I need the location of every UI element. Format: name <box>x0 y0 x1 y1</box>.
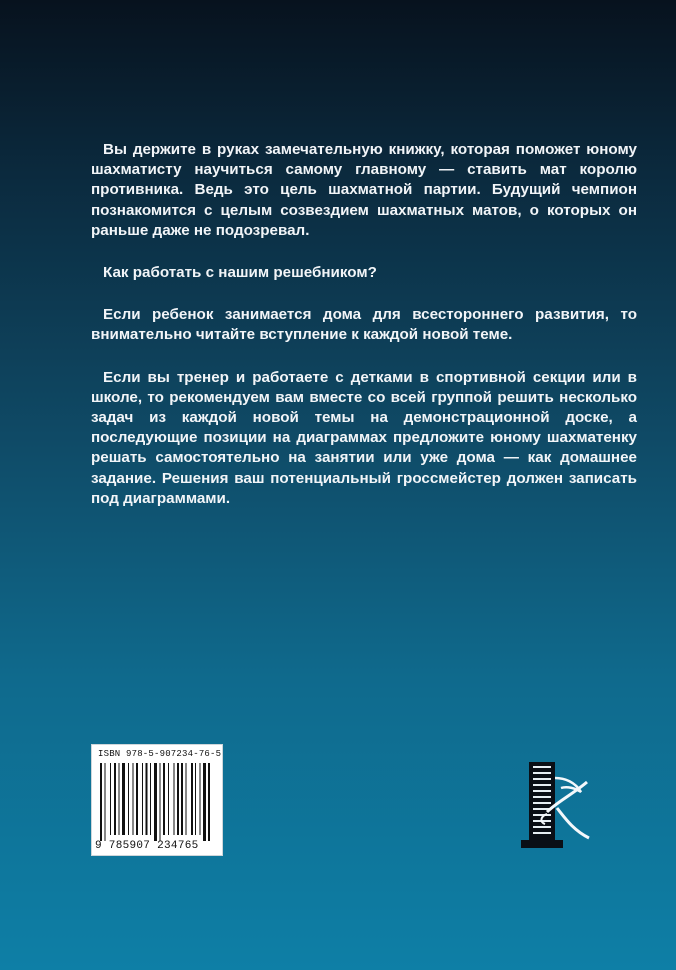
publisher-logo-k-icon <box>517 752 597 852</box>
back-cover-text <box>91 140 637 531</box>
intro-paragraph: Вы держите в руках замечательную книжку, которая поможет юному шахматисту научиться самому главному — ставить мат королю противника. Ведь это цель шахматной партии. Будущий чемпион познакомится с целым созвездием шахматных матов, о которых он раньше даже не подозревал. <box>91 141 637 239</box>
isbn-label: ISBN 978-5-907234-76-5 <box>98 749 222 759</box>
coach-paragraph: Если вы тренер и работаете с детками в спортивной секции или в школе, то рекомендуем вам вместе со всей группой решить несколько задач из каждой новой темы на демонстрационной доске, а последующие позиции на диаграммах предложите юному шахматенку решать самостоятельно на занятии или уже дома — как домашнее задание. Решения ваш потенциальный гроссмейстер должен записать под диаграммами. <box>91 368 637 507</box>
isbn-barcode <box>91 744 223 856</box>
question-paragraph: Как работать с нашим решебником? <box>103 264 377 282</box>
home-study-paragraph: Если ребенок занимается дома для всестороннего развития, то внимательно читайте вступление к каждой новой теме. <box>91 306 637 344</box>
barcode-number: 9 785907 234765 <box>95 840 199 852</box>
barcode-bars <box>100 763 216 841</box>
